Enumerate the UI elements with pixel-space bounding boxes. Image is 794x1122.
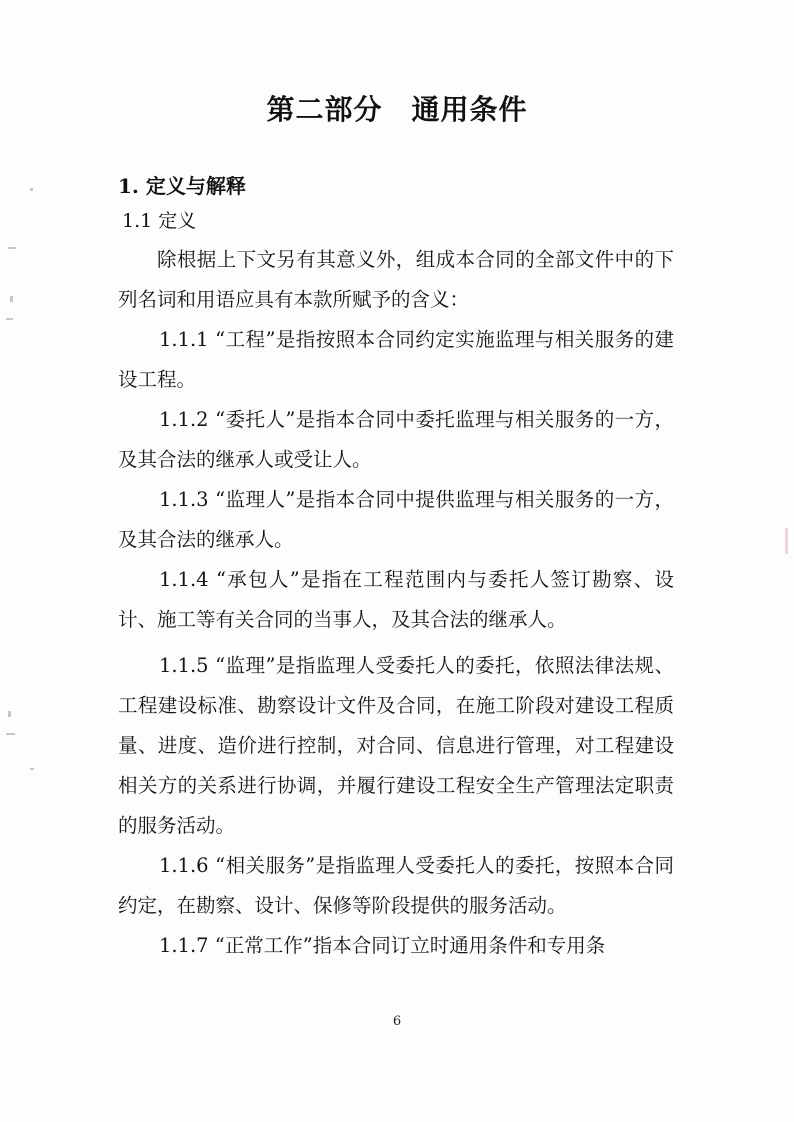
scan-artifact-mark	[8, 247, 16, 249]
subsection-heading: 1.1 定义	[122, 210, 197, 232]
scan-artifact-mark	[30, 188, 33, 191]
scan-artifact-mark	[785, 528, 788, 554]
definition-paragraph-1-1-3: 1.1.3 “监理人”是指本合同中提供监理与相关服务的一方，及其合法的继承人。	[118, 488, 674, 551]
definition-paragraph-1-1-4: 1.1.4 “承包人”是指在工程范围内与委托人签订勘察、设计、施工等有关合同的当事人，及其合法的继承人。	[118, 568, 674, 631]
intro-paragraph: 除根据上下文另有其意义外，组成本合同的全部文件中的下列名词和用语应具有本款所赋予的含义：	[118, 248, 674, 311]
document-body	[118, 240, 674, 966]
scan-artifact-mark	[8, 711, 11, 717]
definition-paragraph-1-1-5: 1.1.5 “监理”是指监理人受委托人的委托，依照法律法规、工程建设标准、勘察设计文件及合同，在施工阶段对建设工程质量、进度、造价进行控制，对合同、信息进行管理，对工程建设相关方的关系进行协调，并履行建设工程安全生产管理法定职责的服务活动。	[118, 654, 674, 837]
scan-artifact-mark	[30, 768, 34, 770]
scan-artifact-mark	[6, 318, 13, 320]
page-number: 6	[392, 1014, 402, 1029]
scan-artifact-mark	[10, 296, 13, 302]
definition-paragraph-1-1-7: 1.1.7 “正常工作”指本合同订立时通用条件和专用条	[158, 934, 606, 957]
definition-paragraph-1-1-6: 1.1.6 “相关服务”是指监理人受委托人的委托，按照本合同约定，在勘察、设计、保修等阶段提供的服务活动。	[118, 854, 674, 917]
section-heading: 1. 定义与解释	[118, 174, 246, 198]
scan-artifact-mark	[6, 733, 15, 735]
definition-paragraph-1-1-2: 1.1.2 “委托人”是指本合同中委托监理与相关服务的一方，及其合法的继承人或受让人。	[118, 408, 674, 471]
definition-paragraph-1-1-1: 1.1.1 “工程”是指按照本合同约定实施监理与相关服务的建设工程。	[118, 328, 674, 391]
page-title: 第二部分 通用条件	[266, 93, 528, 126]
